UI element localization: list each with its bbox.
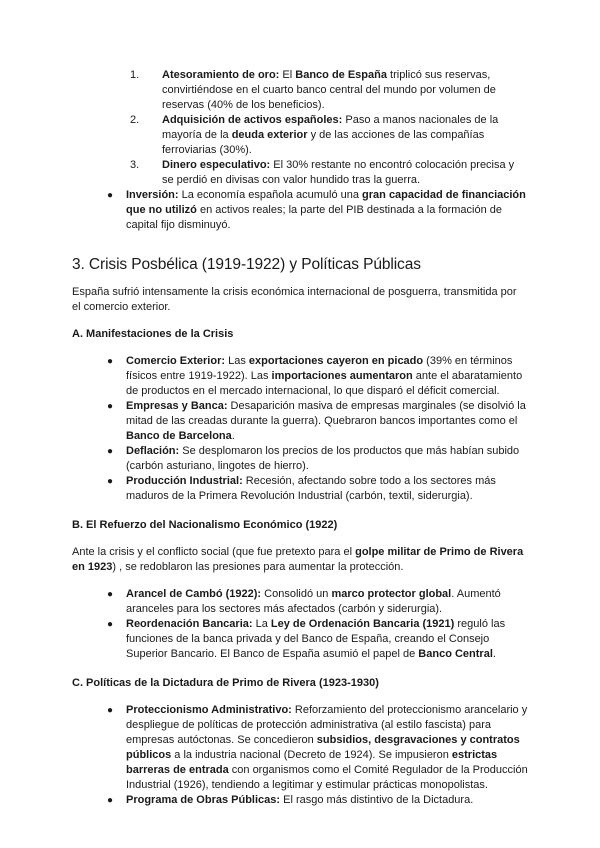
rich-text [126,618,505,660]
list-item [108,793,528,808]
section-intro: España sufrió intensamente la crisis económica internacional de posguerra, transmitida por el comercio exterior. [72,286,517,313]
rich-text [126,475,496,502]
rich-text [126,704,528,791]
text: El 30% restante no encontró colocación precisa y se perdió en divisas con valor hundido tras la guerra. [162,159,515,186]
list-item [108,587,528,617]
bullet-list [72,587,528,662]
list-item [108,617,528,662]
bold-text: gran capacidad de financiación que no utilizó [126,189,526,216]
bullet-icon: ● [107,190,114,201]
text: (39% en términos físicos entre 1919-1922). Las [126,355,513,382]
text: La [252,618,271,630]
bullet-icon: ● [107,356,114,367]
rich-text [126,189,526,231]
bold-text: subsidios, desgravaciones y contratos públicos [126,734,520,761]
list-item [108,703,528,793]
text: ante el abaratamiento de productos en el mercado internacional, lo que disparó el déficit comercial. [126,370,523,397]
list-item [108,444,528,474]
text: triplicó sus reservas, convirtiéndose en el cuarto banco central del mundo por volumen de reservas (40% de los beneficios). [162,69,496,111]
bold-text: Banco Central [418,648,493,660]
bold-text: Inversión: [126,189,179,201]
bold-text: Banco de España [295,69,387,81]
text: La economía española acumuló una [178,189,363,201]
bold-text: Atesoramiento de oro: [162,69,280,81]
bold-text: golpe militar de Primo de Rivera en 1923 [72,546,524,573]
rich-text [126,588,501,615]
rich-text [162,114,498,156]
bullet-icon: ● [107,795,114,806]
bold-text: Producción Industrial: [126,475,243,487]
list-number: 2. [130,114,140,126]
list-item [130,158,528,188]
text: Paso a manos nacionales de la mayoría de la [162,114,499,141]
text: Reforzamiento del proteccionismo arancelario y despliegue de políticas de protección administrativa (al estilo fascista) para empresas autóctonas. Se concedieron [126,704,528,746]
bullet-icon: ● [107,401,114,412]
list-number: 3. [130,159,140,171]
bullet-icon: ● [107,446,114,457]
subsection-heading: A. Manifestaciones de la Crisis [72,328,234,340]
text: El [279,69,296,81]
rich-text [126,794,473,806]
bullet-list [72,703,528,808]
bold-text: Empresas y Banca: [126,400,228,412]
bold-text: Arancel de Cambó (1922): [126,588,262,600]
bullet-icon: ● [107,619,114,630]
bold-text: Adquisición de activos españoles: [162,114,343,126]
list-item [108,399,528,444]
section-heading: 3. Crisis Posbélica (1919-1922) y Políticas Públicas [72,256,421,273]
bold-text: Proteccionismo Administrativo: [126,704,292,716]
text: . [231,430,235,442]
numbered-list [72,68,528,188]
text: a la industria nacional (Decreto de 1924). Se impusieron [171,749,452,761]
bullet-icon: ● [107,589,114,600]
bold-text: deuda exterior [231,129,308,141]
bold-text: exportaciones cayeron en picado [248,355,424,367]
list-item [108,188,528,233]
text: . Aumentó aranceles para los sectores más afectados (carbón y siderurgia). [126,588,501,615]
text: Las [225,355,249,367]
text: . [492,648,496,660]
list-item [108,354,528,399]
bold-text: Ley de Ordenación Bancaria (1921) [270,618,455,630]
rich-text [162,69,496,111]
rich-text [126,445,519,472]
bold-text: Deflación: [126,445,180,457]
bullet-icon: ● [107,476,114,487]
bold-text: Dinero especulativo: [162,159,271,171]
bold-text: Comercio Exterior: [126,355,226,367]
rich-text [126,355,522,397]
rich-text [162,159,514,186]
subsection-heading: C. Políticas de la Dictadura de Primo de Rivera (1923-1930) [72,677,379,689]
bullet-list [72,188,528,233]
text: Recesión, afectando sobre todo a los sectores más maduros de la Primera Revolución Industrial (carbón, textil, siderurgia). [126,475,496,502]
bold-text: Reordenación Bancaria: [126,618,253,630]
text: en activos reales; la parte del PIB destinada a la formación de capital fijo disminuyó. [126,204,503,231]
text: con organismos como el Comité Regulador de la Producción Industrial (1926), tendiendo a legitimar y estimular prácticas monopolistas. [126,764,528,791]
list-item [108,474,528,504]
list-item [130,113,528,158]
text: reguló las funciones de la banca privada y del Banco de España, creando el Consejo Superior Bancario. El Banco de España asumió el papel de [126,618,506,660]
bold-text: importaciones aumentaron [271,370,413,382]
bold-text: marco protector global [331,588,452,600]
text: Ante la crisis y el conflicto social (que fue pretexto para el [72,546,356,558]
text: ) , se redoblaron las presiones para aumentar la protección. [112,561,404,573]
text: Se desplomaron los precios de los productos que más habían subido (carbón asturiano, lingotes de hierro). [126,445,520,472]
bullet-list [72,354,528,504]
rich-text [126,400,526,442]
text: Desaparición masiva de empresas marginales (se disolvió la mitad de las creadas durante la guerra). Quebraron bancos importantes como el [126,400,526,427]
bullet-icon: ● [107,705,114,716]
text: y de las acciones de las compañías ferroviarias (30%). [162,129,485,156]
bold-text: Programa de Obras Públicas: [126,794,281,806]
list-item [130,68,528,113]
bold-text: Banco de Barcelona [126,430,232,442]
text: El rasgo más distintivo de la Dictadura. [280,794,474,806]
text: Consolidó un [261,588,332,600]
bold-text: estrictas barreras de entrada [126,749,498,776]
rich-text [72,545,528,575]
list-number: 1. [130,69,140,81]
subsection-heading: B. El Refuerzo del Nacionalismo Económico (1922) [72,519,338,531]
